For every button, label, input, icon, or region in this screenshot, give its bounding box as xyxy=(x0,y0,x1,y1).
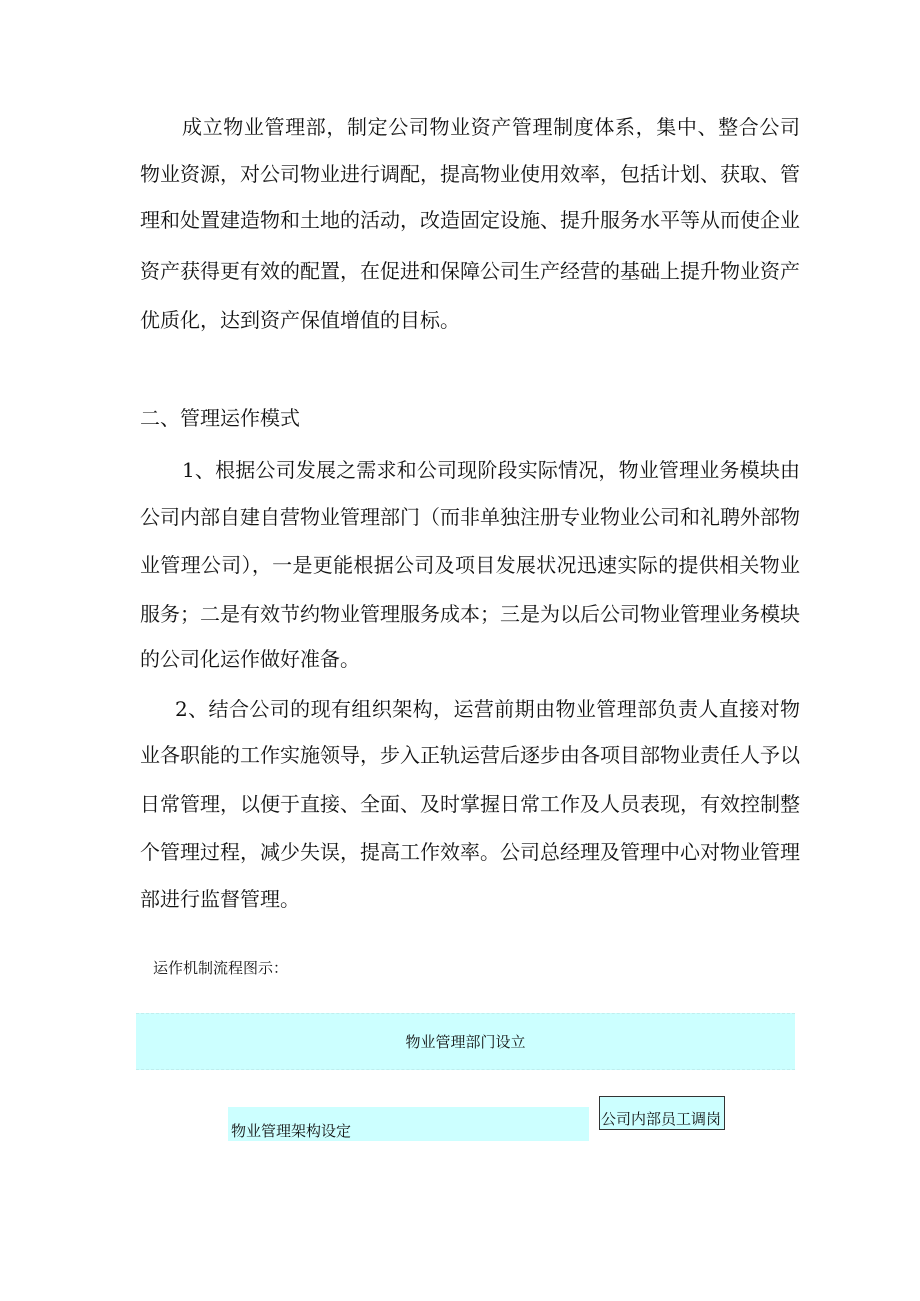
flowchart-box-structure-setup xyxy=(228,1107,589,1141)
paragraph-line: 理和处置建造物和土地的活动，改造固定设施、提升服务水平等从而使企业 xyxy=(140,208,800,232)
paragraph-line: 物业资源，对公司物业进行调配，提高物业使用效率，包括计划、获取、管 xyxy=(140,162,800,186)
paragraph-line: 部进行监督管理。 xyxy=(140,887,300,911)
flowchart-caption: 运作机制流程图示： xyxy=(153,959,289,977)
flowchart-box-label: 公司内部员工调岗 xyxy=(601,1110,722,1128)
flowchart-box-staff-transfer xyxy=(599,1096,725,1130)
paragraph-line: 2、结合公司的现有组织架构，运营前期由物业管理部负责人直接对物 xyxy=(175,697,800,721)
paragraph-line: 服务；二是有效节约物业管理服务成本；三是为以后公司物业管理业务模块 xyxy=(140,602,800,626)
paragraph-line: 1、根据公司发展之需求和公司现阶段实际情况，物业管理业务模块由 xyxy=(182,458,800,482)
flowchart-box-label: 物业管理架构设定 xyxy=(231,1122,352,1140)
paragraph-line: 成立物业管理部，制定公司物业资产管理制度体系，集中、整合公司 xyxy=(182,115,800,139)
section-heading: 二、管理运作模式 xyxy=(140,406,300,430)
paragraph-line: 优质化，达到资产保值增值的目标。 xyxy=(140,308,460,332)
flowchart-box-label: 物业管理部门设立 xyxy=(405,1033,526,1051)
paragraph-line: 公司内部自建自营物业管理部门（而非单独注册专业物业公司和礼聘外部物 xyxy=(140,505,800,529)
paragraph-line: 资产获得更有效的配置，在促进和保障公司生产经营的基础上提升物业资产 xyxy=(140,259,800,283)
paragraph-line: 业各职能的工作实施领导，步入正轨运营后逐步由各项目部物业责任人予以 xyxy=(140,743,800,767)
paragraph-line: 个管理过程，减少失误，提高工作效率。公司总经理及管理中心对物业管理 xyxy=(140,840,800,864)
paragraph-line: 业管理公司），一是更能根据公司及项目发展状况迅速实际的提供相关物业 xyxy=(140,553,800,577)
flowchart-box-department-setup xyxy=(136,1013,795,1070)
paragraph-line: 日常管理，以便于直接、全面、及时掌握日常工作及人员表现，有效控制整 xyxy=(140,792,800,816)
paragraph-line: 的公司化运作做好准备。 xyxy=(140,647,360,671)
